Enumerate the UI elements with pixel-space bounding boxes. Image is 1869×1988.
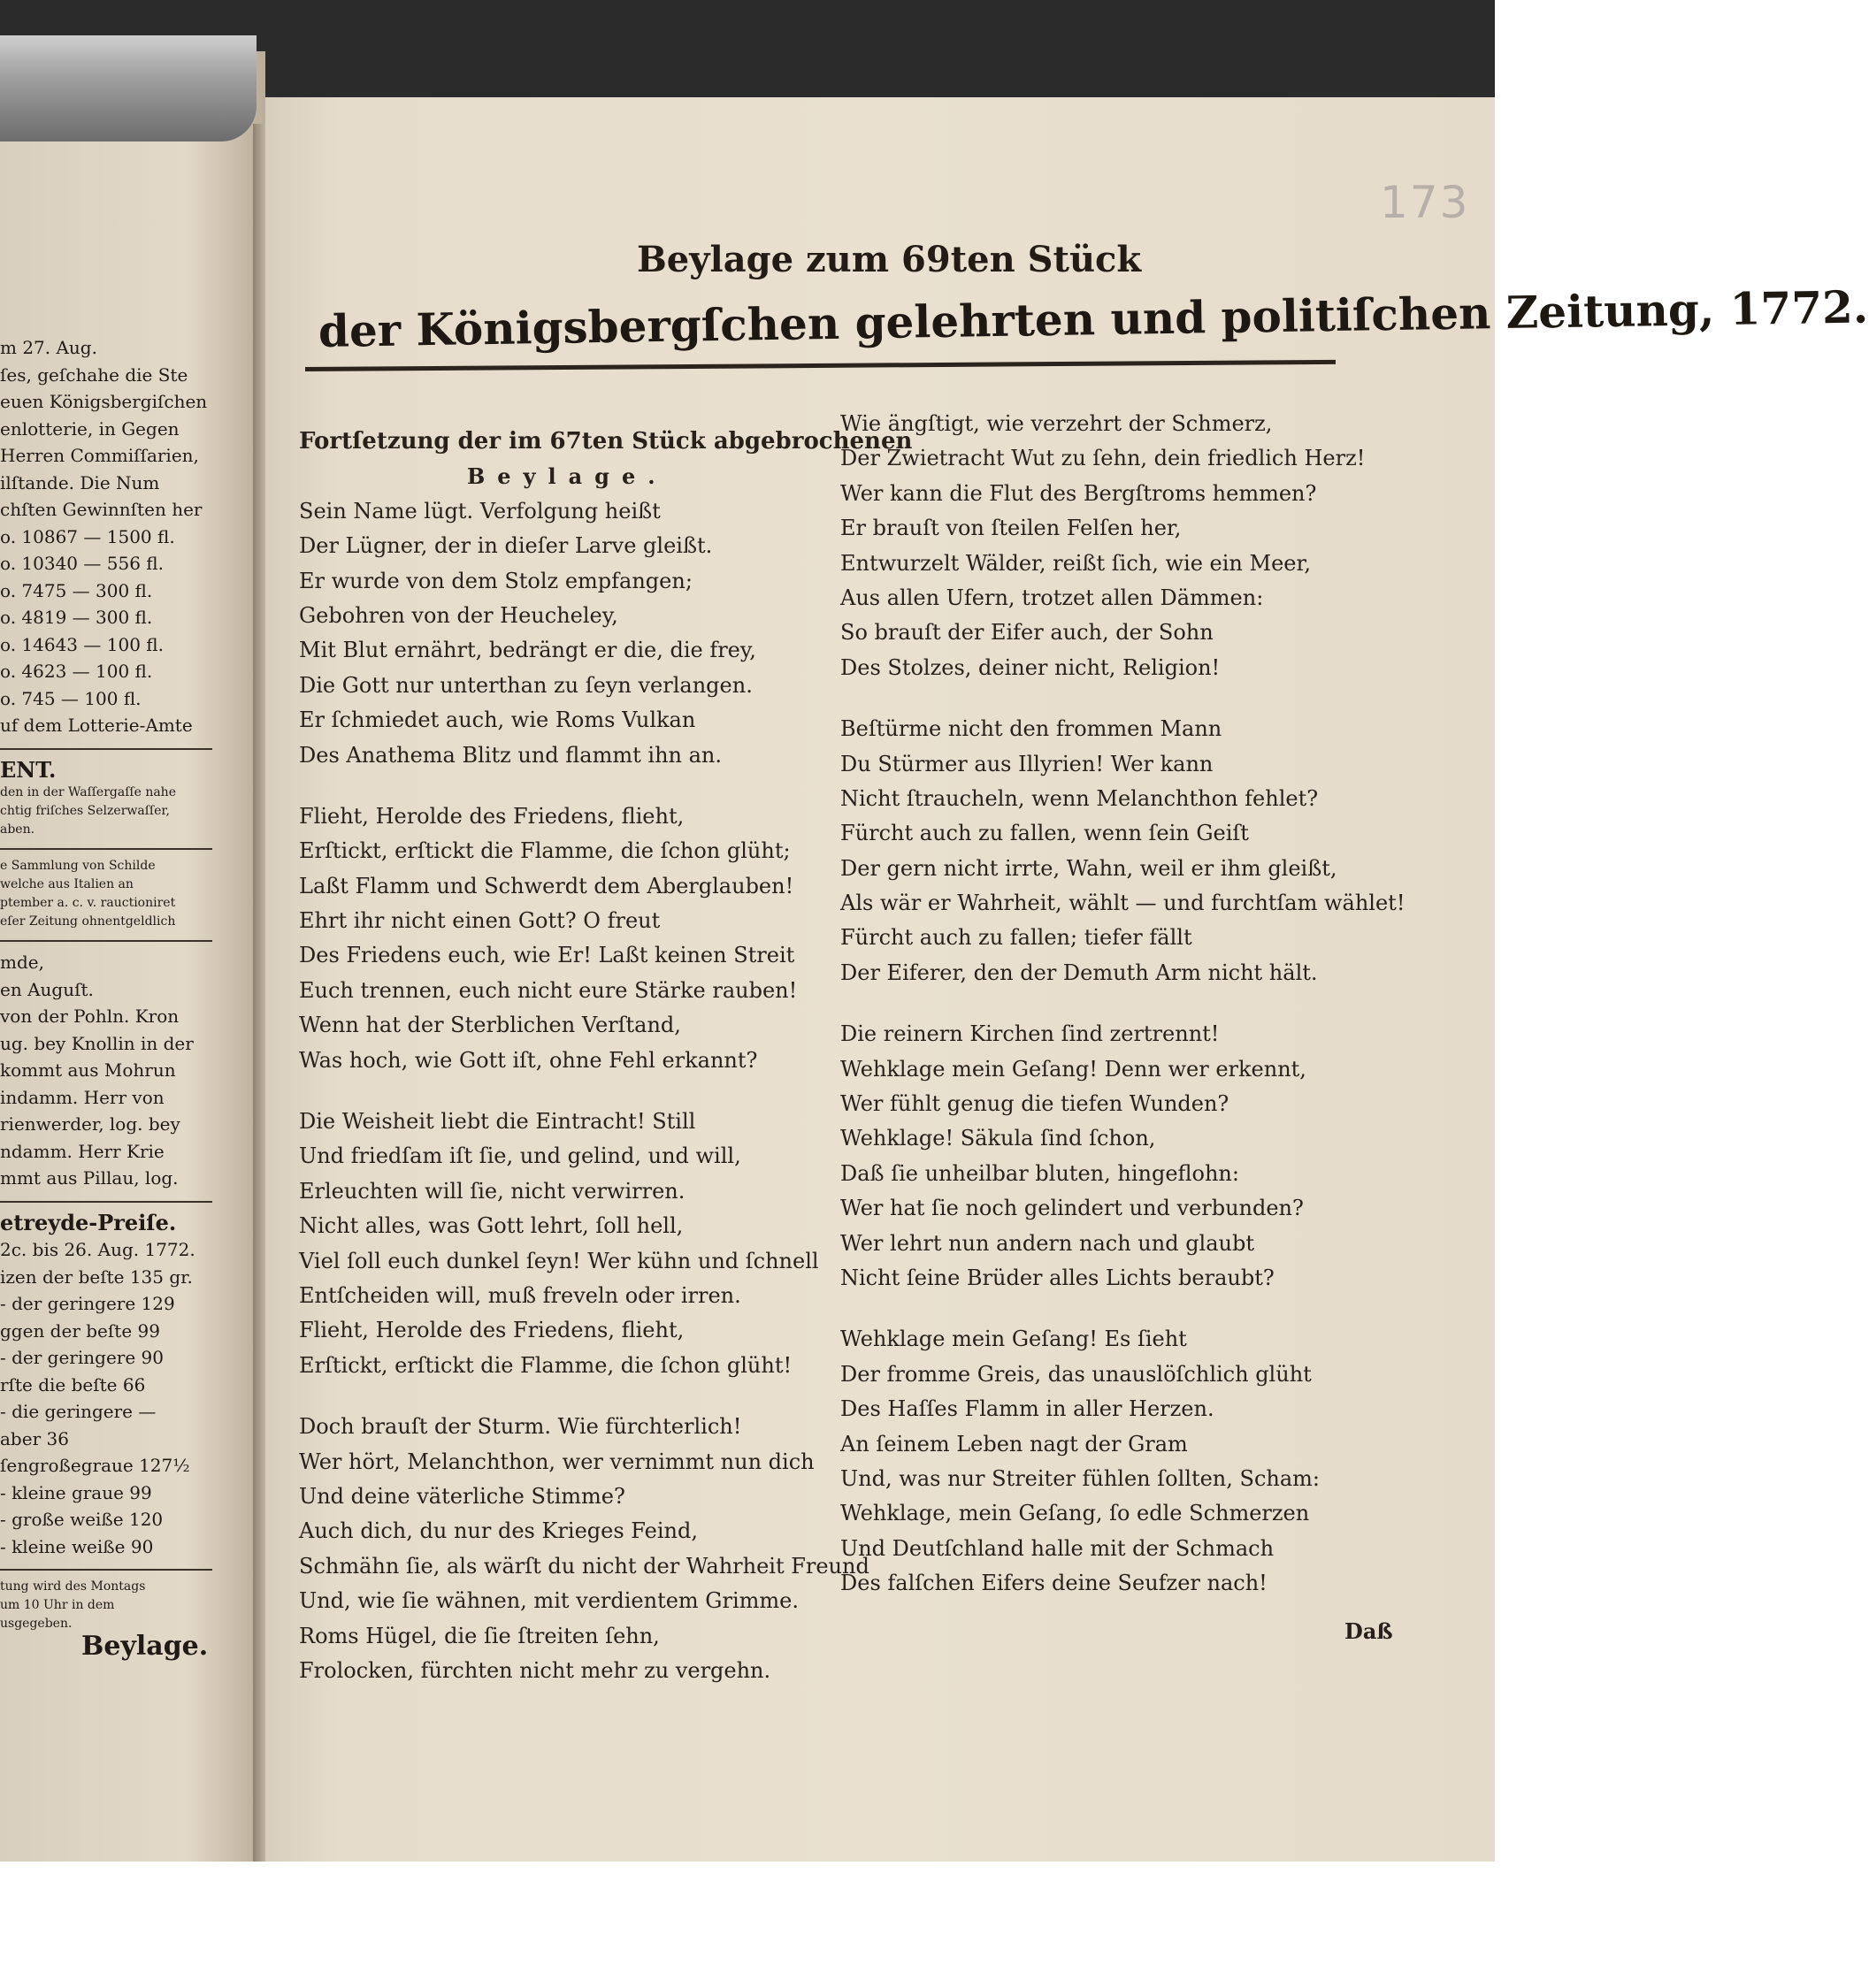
verse-line: Nicht alles, was Gott lehrt, ſoll hell,	[299, 1213, 684, 1239]
verse-line: Die Weisheit liebt die Eintracht! Still	[299, 1109, 696, 1135]
verse-line: Nicht ſtraucheln, wenn Melanchthon fehlet?	[840, 785, 1319, 811]
stanza	[840, 1322, 1405, 1601]
verse-line: Erſtickt, erſtickt die Flamme, die ſchon glüht!	[299, 1352, 793, 1378]
verse-line: Als wär er Wahrheit, wählt — und furchtſam wählet!	[840, 891, 1406, 916]
verse-line: Wehklage! Säkula ſind ſchon,	[840, 1126, 1156, 1151]
verse-line: Er brauſt von ſteilen Felſen her,	[840, 516, 1182, 541]
divider	[0, 1569, 212, 1571]
verse-line: Frolocken, fürchten nicht mehr zu vergehn.	[299, 1657, 771, 1683]
text-line: indamm. Herr von	[0, 1086, 165, 1108]
verse-line: Der gern nicht irrte, Wahn, weil er ihm gleißt,	[840, 855, 1337, 881]
previous-page	[0, 51, 265, 1862]
text-line: chſten Gewinnſten her	[0, 499, 203, 520]
verse-line: Des Stolzes, deiner nicht, Religion!	[840, 654, 1221, 680]
divider	[0, 1201, 212, 1203]
text-line: eſer Zeitung ohnentgeldlich	[0, 914, 176, 929]
verse-line: Du Stürmer aus Illyrien! Wer kann	[840, 751, 1214, 776]
text-line: uf dem Lotterie-Amte	[0, 715, 193, 736]
verse-line: Und, wie ſie wähnen, mit verdientem Grimme.	[299, 1588, 799, 1614]
stanza	[299, 494, 912, 773]
verse-line: Doch brauſt der Sturm. Wie fürchterlich!	[299, 1414, 742, 1440]
verse-line: Wehklage mein Geſang! Es ſieht	[840, 1327, 1187, 1352]
text-line: aben.	[0, 822, 35, 837]
verse-line: Der Zwietracht Wut zu ſehn, dein friedlich Herz!	[840, 446, 1366, 471]
verse-line: Des falſchen Eifers deine Seufzer nach!	[840, 1571, 1268, 1596]
verse-line: Wer hört, Melanchthon, wer vernimmt nun dich	[299, 1449, 815, 1474]
stanza	[840, 712, 1405, 990]
signature: Beylage.	[81, 1631, 209, 1662]
text-line: usgegeben.	[0, 1617, 73, 1631]
verse-line: Mit Blut ernährt, bedrängt er die, die frey,	[299, 638, 756, 663]
verse-line: Der Eiferer, den der Demuth Arm nicht hält.	[840, 960, 1318, 985]
stanza	[299, 1105, 912, 1383]
divider	[0, 940, 212, 942]
price-line: ggen der beſte 99	[0, 1319, 160, 1342]
newspaper-title: der Königsbergſchen gelehrten und politiſchen Zeitung, 1772.	[318, 280, 1869, 357]
text-line: enlotterie, in Gegen	[0, 417, 180, 440]
price-line: izen der beſte 135 gr.	[0, 1265, 193, 1288]
left-column	[299, 424, 912, 1688]
price-line: - kleine graue 99	[0, 1481, 152, 1503]
verse-line: Der fromme Greis, das unauslöſchlich glüht	[840, 1361, 1312, 1387]
text-line: o. 7475 — 300 fl.	[0, 579, 153, 601]
verse-line: Wenn hat der Sterblichen Verſtand,	[299, 1013, 681, 1038]
text-line: o. 10867 — 1500 fl.	[0, 525, 175, 547]
price-line: ſengroßegraue 127½	[0, 1455, 190, 1476]
ent-heading: ENT.	[0, 756, 57, 783]
text-line: welche aus Italien an	[0, 877, 134, 891]
section-subtitle: Beylage.	[467, 463, 668, 490]
text-line: o. 4819 — 300 fl.	[0, 607, 153, 628]
text-line: o. 14643 — 100 fl.	[0, 633, 164, 655]
verse-line: An ſeinem Leben nagt der Gram	[840, 1431, 1188, 1457]
stanza	[840, 407, 1405, 685]
text-line: euen Königsbergiſchen	[0, 391, 208, 412]
verse-line: Die reinern Kirchen ſind zertrennt!	[840, 1021, 1220, 1047]
verse-line: Des Haſſes Flamm in aller Herzen.	[840, 1396, 1214, 1422]
verse-line: Der Lügner, der in dieſer Larve gleißt.	[299, 533, 713, 559]
verse-line: Erſtickt, erſtickt die Flamme, die ſchon glüht;	[299, 838, 791, 864]
verse-line: Beſtürme nicht den frommen Mann	[840, 716, 1222, 742]
text-line: von der Pohln. Kron	[0, 1005, 180, 1027]
stanza	[840, 1017, 1405, 1296]
price-line: - der geringere 90	[0, 1347, 164, 1368]
verse-line: Er ſchmiedet auch, wie Roms Vulkan	[299, 707, 696, 733]
right-column	[840, 407, 1405, 1602]
catchword: Daß	[1344, 1618, 1393, 1644]
text-line: ilſtande. Die Num	[0, 471, 160, 493]
verse-line: Ehrt ihr nicht einen Gott? O freut	[299, 908, 661, 934]
verse-line: Sein Name lügt. Verfolgung heißt	[299, 498, 661, 524]
verse-line: Des Friedens euch, wie Er! Laßt keinen Streit	[299, 943, 795, 968]
verse-line: Schmähn ſie, als wärſt du nicht der Wahrheit Freund	[299, 1553, 869, 1579]
page-number: 173	[1380, 177, 1470, 228]
text-line: ſes, geſchahe die Ste	[0, 363, 188, 386]
price-line: - die geringere —	[0, 1401, 157, 1422]
verse-line: Des Anathema Blitz und flammt ihn an.	[299, 742, 723, 768]
verse-line: Viel ſoll euch dunkel ſeyn! Wer kühn und ſchnell	[299, 1248, 819, 1273]
verse-line: Gebohren von der Heucheley,	[299, 602, 618, 628]
divider	[0, 748, 212, 750]
text-line: rienwerder, log. bey	[0, 1113, 180, 1135]
verse-line: Roms Hügel, die ſie ſtreiten ſehn,	[299, 1623, 660, 1648]
section-title: Fortſetzung der im 67ten Stück abgebrochenen	[299, 428, 913, 455]
text-line: o. 745 — 100 fl.	[0, 687, 142, 709]
text-line: en Auguſt.	[0, 978, 94, 1000]
price-line: - der geringere 129	[0, 1293, 175, 1314]
verse-line: Und, was nur Streiter fühlen ſollten, Scham:	[840, 1465, 1321, 1491]
text-line: um 10 Uhr in dem	[0, 1598, 115, 1612]
verse-line: Was hoch, wie Gott iſt, ohne Fehl erkannt?	[299, 1047, 758, 1073]
divider	[0, 848, 212, 850]
price-line: aber 36	[0, 1427, 69, 1449]
verse-line: Die Gott nur unterthan zu ſeyn verlangen.	[299, 672, 753, 698]
verse-line: Wer kann die Flut des Bergſtroms hemmen?	[840, 480, 1317, 506]
verse-line: So brauſt der Eifer auch, der Sohn	[840, 620, 1214, 646]
prices-heading: etreyde-Preiſe.	[0, 1209, 177, 1235]
supplement-title: Beylage zum 69ten Stück	[637, 239, 1142, 280]
text-line: Herren Commiſſarien,	[0, 445, 199, 466]
price-line: - kleine weiße 90	[0, 1535, 154, 1557]
verse-line: Fürcht auch zu fallen, wenn ſein Geiſt	[840, 821, 1249, 846]
verse-line: Und friedſam iſt ſie, und gelind, und will,	[299, 1143, 741, 1169]
text-line: ug. bey Knollin in der	[0, 1032, 194, 1054]
text-line: mde,	[0, 952, 44, 973]
verse-line: Entwurzelt Wälder, reißt ſich, wie ein Meer,	[840, 550, 1311, 576]
verse-line: Euch trennen, euch nicht eure Stärke rauben!	[299, 977, 798, 1003]
verse-line: Flieht, Herolde des Friedens, flieht,	[299, 1318, 685, 1343]
verse-line: Wer hat ſie noch gelindert und verbunden?	[840, 1196, 1304, 1221]
verse-line: Flieht, Herolde des Friedens, flieht,	[299, 803, 685, 829]
verse-line: Wer fühlt genug die tiefen Wunden?	[840, 1091, 1229, 1117]
verse-line: Laßt Flamm und Schwerdt dem Aberglauben!	[299, 873, 794, 898]
book-spine	[0, 35, 257, 141]
verse-line: Nicht ſeine Brüder alles Lichts beraubt?	[840, 1265, 1275, 1290]
text-line: den in der Waſſergaſſe nahe	[0, 785, 176, 799]
verse-line: Und deine väterliche Stimme?	[299, 1483, 625, 1509]
verse-line: Entſcheiden will, muß freveln oder irren.	[299, 1282, 741, 1308]
text-line: m 27. Aug.	[0, 337, 97, 358]
text-line: kommt aus Mohrun	[0, 1059, 176, 1081]
verse-line: Daß ſie unheilbar bluten, hingeflohn:	[840, 1160, 1239, 1186]
text-line: mmt aus Pillau, log.	[0, 1167, 179, 1189]
verse-line: Auch dich, du nur des Krieges Feind,	[299, 1518, 698, 1544]
verse-line: Er wurde von dem Stolz empfangen;	[299, 568, 693, 593]
text-line: chtig friſches Selzerwaſſer,	[0, 804, 170, 818]
verse-line: Wer lehrt nun andern nach und glaubt	[840, 1230, 1254, 1256]
verse-line: Erleuchten will ſie, nicht verwirren.	[299, 1178, 686, 1204]
verse-line: Wehklage mein Geſang! Denn wer erkennt,	[840, 1056, 1306, 1082]
price-line: 2c. bis 26. Aug. 1772.	[0, 1239, 195, 1260]
stanza	[299, 799, 912, 1078]
text-line: e Sammlung von Schilde	[0, 859, 156, 873]
stanza	[299, 1410, 912, 1688]
verse-line: Fürcht auch zu fallen; tiefer fällt	[840, 925, 1192, 951]
text-line: ndamm. Herr Krie	[0, 1140, 165, 1162]
verse-line: Wehklage, mein Geſang, ſo edle Schmerzen	[840, 1501, 1310, 1526]
price-line: rſte die beſte 66	[0, 1373, 146, 1395]
verse-line: Und Deutſchland halle mit der Schmach	[840, 1535, 1275, 1561]
text-line: o. 10340 — 556 fl.	[0, 553, 164, 574]
price-line: - große weiße 120	[0, 1509, 164, 1530]
previous-page-text	[0, 334, 221, 1661]
text-line: ptember a. c. v. rauctioniret	[0, 896, 176, 910]
verse-line: Aus allen Ufern, trotzet allen Dämmen:	[840, 585, 1264, 610]
text-line: o. 4623 — 100 fl.	[0, 661, 153, 682]
verse-line: Wie ängſtigt, wie verzehrt der Schmerz,	[840, 411, 1273, 436]
text-line: tung wird des Montags	[0, 1579, 146, 1594]
